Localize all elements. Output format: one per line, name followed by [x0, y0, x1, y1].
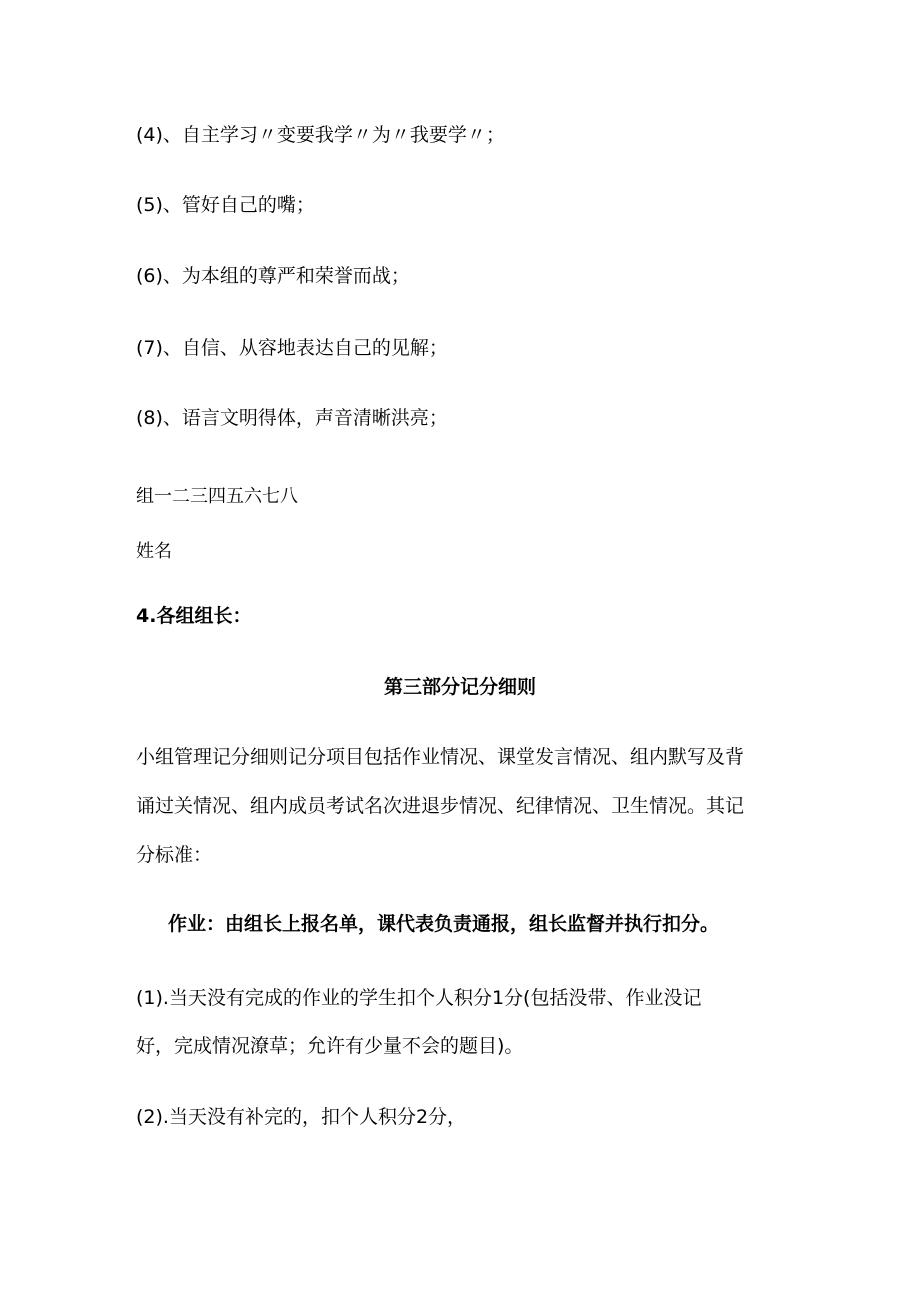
rule-item-8: (8)、语言文明得体，声音清晰洪亮； [136, 407, 448, 429]
intro-line-2: 诵过关情况、组内成员考试名次进退步情况、纪律情况、卫生情况。其记 [136, 795, 745, 817]
rule-item-7: (7)、自信、从容地表达自己的见解； [136, 337, 448, 359]
homework-rule-1-line-1: (1).当天没有完成的作业的学生扣个人积分1分(包括没带、作业没记 [136, 987, 702, 1009]
rule-item-6: (6)、为本组的尊严和荣誉而战； [136, 265, 410, 287]
homework-heading: 作业：由组长上报名单，课代表负责通报，组长监督并执行扣分。 [168, 913, 720, 935]
intro-line-1: 小组管理记分细则记分项目包括作业情况、课堂发言情况、组内默写及背 [136, 746, 745, 768]
homework-rule-1-line-2: 好，完成情况潦草；允许有少量不会的题目)。 [136, 1035, 524, 1057]
section-title: 第三部分记分细则 [383, 676, 536, 698]
group-table-name-label: 姓名 [136, 541, 172, 562]
rule-item-5: (5)、管好自己的嘴； [136, 194, 315, 216]
intro-line-3: 分标准： [136, 844, 213, 866]
rule-item-4: (4)、自主学习〃变要我学〃为〃我要学〃； [136, 124, 505, 146]
homework-rule-2: (2).当天没有补完的，扣个人积分2分， [136, 1106, 467, 1128]
group-table-header: 组一二三四五六七八 [136, 486, 298, 507]
group-leaders-heading: 4.各组组长： [136, 605, 252, 627]
